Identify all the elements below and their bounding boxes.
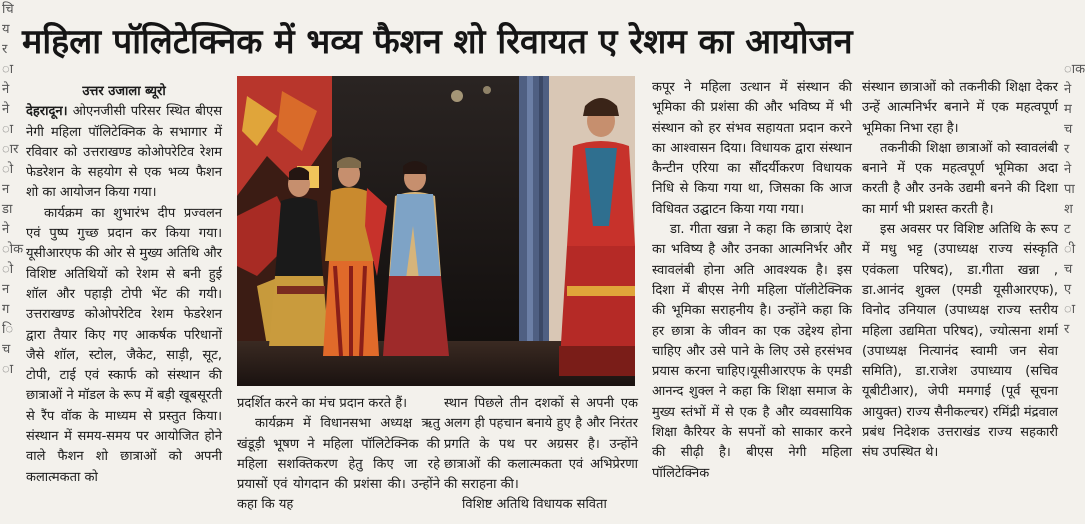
article-column-3 [444, 394, 638, 513]
article-paragraph: कपूर ने महिला उत्थान में संस्थान की भूमिका की प्रशंसा की और भविष्य में भी संस्थान को हर संभव सहायता प्रदान करने का आश्वासन दिया। विधायक द्वारा संस्थान कैन्टीन एरिया का सौंदर्यीकरण विधायक निधि से किया गया था, जिसका कि आज विधिवत उद्घाटन किया गया गया। [652, 80, 852, 217]
right-margin-text-fragment: ाक ने म च र ने पा श ट ी च ए ा र [1064, 62, 1085, 337]
left-margin-text-fragment: चि य र ा ने ने ा ार ो न डा ने ोक ो न ग ि च ा [2, 2, 24, 377]
dateline: देहरादून। [26, 104, 68, 120]
article-column-2 [237, 394, 440, 513]
article-paragraph [26, 102, 222, 203]
article-column-1 [26, 82, 222, 507]
article-paragraph: कार्यक्रम का शुभारंभ दीप प्रज्वलन एवं पुष्प गुच्छ प्रदान कर किया गया। यूसीआरएफ की ओर से मुख्य अतिथि और विशिष्ट अतिथियों को रेशम से बनी हुई शॉल और पहाड़ी टोपी भेंट की गयी। उत्तराखण्ड कोओपरेटिव रेशम फेडरेशन द्वारा तैयार किए गए आकर्षक परिधानों जैसे शॉल, स्टोल, जैकेट, साड़ी, सूट, टोपी, टाई एवं स्कार्फ को संस्थान की छात्राओं ने मॉडल के रूप में बड़ी खूबसूरती से रैंप वॉक के माध्यम से प्रस्तुत किया। संस्थान में समय-समय पर आयोजित होने वाले फैशन शो छात्राओं को अपनी कलात्मकता को [26, 205, 222, 485]
article-paragraph: विशिष्ट अतिथि विधायक सविता [462, 497, 607, 513]
article-paragraph: संस्थान छात्राओं को तकनीकी शिक्षा देकर उन्हें आत्मनिर्भर बनाने में एक महत्वपूर्ण भूमिका निभा रहा है। [862, 80, 1058, 136]
article-headline: महिला पॉलिटेक्निक में भव्य फैशन शो रिवायत ए रेशम का आयोजन [22, 22, 853, 62]
article-paragraph: तकनीकी शिक्षा छात्राओं को स्वावलंबी बनाने में एक महत्वपूर्ण भूमिका अदा करती है और उनके उद्यमी बनने की दिशा का मार्ग भी प्रशस्त करती है। [862, 140, 1058, 217]
article-paragraph: प्रदर्शित करने का मंच प्रदान करते हैं। [237, 396, 408, 411]
article-column-5 [862, 78, 1058, 510]
article-paragraph: डा. गीता खन्ना ने कहा कि छात्राएं देश का भविष्य है और उनका आत्मनिर्भर और स्वावलंबी होना अति आवश्यक है। इस दिशा में बीएस नेगी महिला पॉलीटेक्निक की भूमिका सराहनीय है। उन्होंने कहा कि हर छात्रा के जीवन का एक उद्देश्य होना चाहिए और उसे पाने के लिए उसे हरसंभव प्रयास करना चाहिए।यूसीआरएफ के एमडी आनन्द शुक्ल ने कहा कि शिक्षा समाज के मुख्य स्तंभों में से एक है और व्यवसायिक शिक्षा कैरियर के सपनों को साकार करने की सीढ़ी है। बीएस नेगी महिला पॉलिटेक्निक [652, 222, 852, 481]
paragraph-text: ओएनजीसी परिसर स्थित बीएस नेगी महिला पॉलिटेक्निक के सभागार में रविवार को उत्तराखण्ड कोओपरेटिव रेशम फेडरेशन के सहयोग से एक भव्य फैशन शो का आयोजन किया गया। [26, 104, 222, 201]
byline: उत्तर उजाला ब्यूरो [82, 84, 166, 99]
article-paragraph: कार्यक्रम में विधानसभा अध्यक्ष ऋतु खंडूड़ी भूषण ने महिला पॉलिटेक्निक की महिला सशक्तिकरण हेतु किए जा रहे प्रयासों एवं योगदान की प्रशंसा की। उन्होंने कहा कि यह [237, 416, 440, 513]
fashion-show-photo [237, 76, 635, 386]
article-column-4 [652, 78, 852, 510]
article-paragraph: इस अवसर पर विशिष्ट अतिथि के रूप में मधु भट्ट (उपाध्यक्ष राज्य संस्कृति एवंकला परिषद), डा.गीता खन्ना , डा.आनंद शुक्ल (एमडी यूसीआरएफ), विनोद उनियाल (उपाध्यक्ष राज्य स्तरीय महिला उद्यमिता परिषद), ज्योत्सना शर्मा (उपाध्यक्ष नित्यानंद स्वामी जन सेवा समिति), डा.राजेश उपाध्याय (सचिव यूबीटीआर), जेपी ममगाई (पूर्व सूचना आयुक्त) राज्य सैनीकल्चर) रमिंद्री मंद्रवाल प्रबंध निदेशक उत्तराखंड राज्य सहकारी संघ उपस्थित थे। [862, 222, 1058, 461]
article-paragraph: स्थान पिछले तीन दशकों से अपनी एक अलग ही पहचान बनाये हुए है और निरंतर प्रगति के पथ पर अग्रसर है। उन्होंने छात्राओं की कलात्मकता एवं अभिप्रेरणा की सराहना की। [444, 396, 638, 493]
